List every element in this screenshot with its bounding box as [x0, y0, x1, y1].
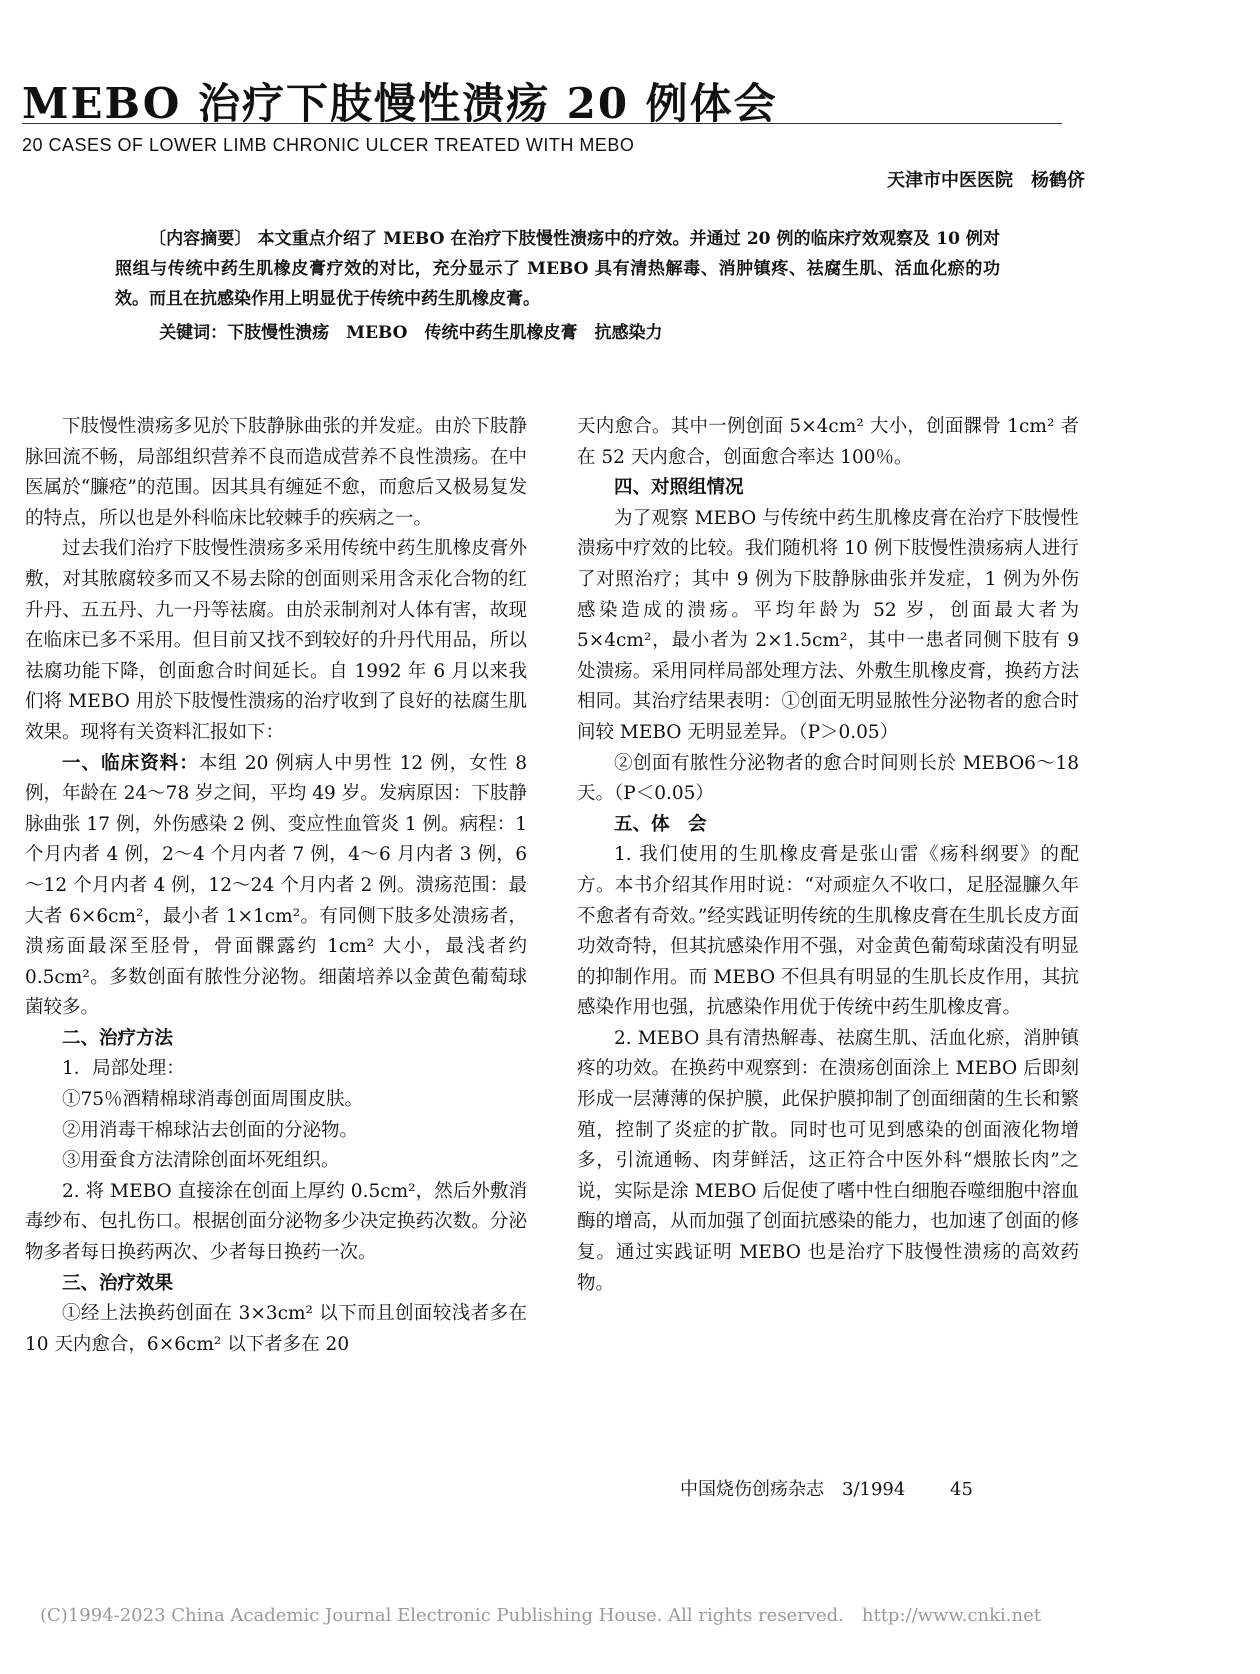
- body-paragraph: 过去我们治疗下肢慢性溃疡多采用传统中药生肌橡皮膏外敷，对其脓腐较多而又不易去除的创面则采用含汞化合物的红升丹、五五丹、九一丹等祛腐。由於汞制剂对人体有害，故现在临床已多不采用。但目前又找不到较好的升丹代用品，所以祛腐功能下降，创面愈合时间延长。自 1992 年 6 月以来我们将 MEBO 用於下肢慢性溃疡的治疗收到了良好的祛腐生肌效果。现将有关资料汇报如下：: [25, 538, 527, 743]
- abstract-paragraph: [115, 224, 1000, 314]
- method-subitem: ②用消毒干棉球沾去创面的分泌物。: [62, 1119, 359, 1141]
- copyright-notice: (C)1994-2023 China Academic Journal Electronic Publishing House. All rights reserved. http://www.cnki.net: [40, 1605, 1041, 1626]
- abstract-block: [115, 224, 1000, 348]
- page-number: 45: [950, 1479, 973, 1500]
- body-column-right: [577, 412, 1079, 1299]
- section-heading: 二、治疗方法: [62, 1027, 174, 1049]
- section-heading: 五、体 会: [614, 813, 707, 835]
- body-paragraph: 为了观察 MEBO 与传统中药生肌橡皮膏在治疗下肢慢性溃疡中疗效的比较。我们随机将 10 例下肢慢性溃疡病人进行了对照治疗；其中 9 例为下肢静脉曲张并发症，1 例为外伤感染造成的溃疡。平均年龄为 52 岁，创面最大者为 5×4cm²，最小者为 2×1.5cm²，其中一患者同侧下肢有 9 处溃疡。采用同样局部处理方法、外敷生肌橡皮膏，换药方法相同。其治疗结果表明：①创面无明显脓性分泌物者的愈合时间较 MEBO 无明显差异。（P＞0.05）: [577, 507, 1079, 743]
- body-paragraph: 下肢慢性溃疡多见於下肢静脉曲张的并发症。由於下肢静脉回流不畅，局部组织营养不良而造成营养不良性溃疡。在中医属於“臁疮”的范围。因其具有缠延不愈，而愈后又极易复发的特点，所以也是外科临床比较棘手的疾病之一。: [25, 416, 527, 529]
- page-footer: [680, 1476, 1080, 1504]
- results-paragraph: ①经上法换药创面在 3×3cm² 以下而且创面较浅者多在 10 天内愈合，6×6cm² 以下者多在 20: [25, 1303, 527, 1355]
- keywords-label: 关键词：: [159, 323, 228, 343]
- keywords-line: [115, 318, 1000, 348]
- abstract-text: 本文重点介绍了 MEBO 在治疗下肢慢性溃疡中的疗效。并通过 20 例的临床疗效观察及 10 例对照组与传统中药生肌橡皮膏疗效的对比，充分显示了 MEBO 具有清热解毒、消肿镇疼、祛腐生肌、活血化瘀的功效。而且在抗感染作用上明显优于传统中药生肌橡皮膏。: [115, 229, 1001, 309]
- section-text: 本组 20 例病人中男性 12 例，女性 8 例，年龄在 24～78 岁之间，平均 49 岁。发病原因：下肢静脉曲张 17 例，外伤感染 2 例、变应性血管炎 1 例。病程：1 个月内者 4 例，2～4 个月内者 7 例，4～6 月内者 3 例，6～12 个月内者 4 例，12～24 个月内者 2 例。溃疡范围：最大者 6×6cm²，最小者 1×1cm²。有同侧下肢多处溃疡者，溃疡面最深至胫骨，骨面髁露约 1cm² 大小，最浅者约 0.5cm²。多数创面有脓性分泌物。细菌培养以金黄色葡萄球菌较多。: [25, 752, 527, 1019]
- results-paragraph-cont: 天内愈合。其中一例创面 5×4cm² 大小，创面髁骨 1cm² 者在 52 天内愈合，创面愈合率达 100％。: [577, 416, 1079, 468]
- method-item: 2. 将 MEBO 直接涂在创面上厚约 0.5cm²，然后外敷消毒纱布、包扎伤口。根据创面分泌物多少决定换药次数。分泌物多者每日换药两次、少者每日换药一次。: [25, 1180, 527, 1264]
- title-rule: [22, 123, 1062, 124]
- author-affiliation: 天津市中医医院 杨鹤侪: [887, 170, 1085, 191]
- english-title: 20 CASES OF LOWER LIMB CHRONIC ULCER TREATED WITH MEBO: [22, 135, 635, 155]
- body-column-left: [25, 412, 527, 1360]
- method-subitem: ①75％酒精棉球消毒创面周围皮肤。: [62, 1089, 364, 1111]
- body-paragraph: ②创面有脓性分泌物者的愈合时间则长於 MEBO6～18 天。（P＜0.05）: [577, 752, 1079, 805]
- section-heading: 一、临床资料：: [62, 752, 199, 774]
- article-title: MEBO 治疗下肢慢性溃疡 20 例体会: [22, 79, 778, 129]
- section-heading: 四、对照组情况: [614, 477, 744, 499]
- method-item: 1．局部处理：: [62, 1058, 185, 1080]
- keywords-text: 下肢慢性溃疡 MEBO 传统中药生肌橡皮膏 抗感染力: [227, 323, 663, 343]
- abstract-label: 〔内容摘要〕: [149, 229, 252, 249]
- method-subitem: ③用蚕食方法清除创面坏死组织。: [62, 1150, 340, 1172]
- body-paragraph: 2. MEBO 具有清热解毒、祛腐生肌、活血化瘀，消肿镇疼的功效。在换药中观察到：在溃疡创面涂上 MEBO 后即刻形成一层薄薄的保护膜，此保护膜抑制了创面细菌的生长和繁殖，控制了炎症的扩散。同时也可见到感染的创面液化物增多，引流通畅、肉芽鲜活，这正符合中医外科“煨脓长肉”之说，实际是涂 MEBO 后促使了嗜中性白细胞吞噬细胞中溶血酶的增高，从而加强了创面抗感染的能力，也加速了创面的修复。通过实践证明 MEBO 也是治疗下肢慢性溃疡的高效药物。: [577, 1027, 1079, 1294]
- body-paragraph: 1. 我们使用的生肌橡皮膏是张山雷《疡科纲要》的配方。本书介绍其作用时说：“对顽症久不收口，足胫湿臁久年不愈者有奇效。”经实践证明传统的生肌橡皮膏在生肌长皮方面功效奇特，但其抗感染作用不强，对金黄色葡萄球菌没有明显的抑制作用。而 MEBO 不但具有明显的生肌长皮作用，其抗感染作用也强，抗感染作用优于传统中药生肌橡皮膏。: [577, 844, 1079, 1019]
- section-heading: 三、治疗效果: [62, 1272, 174, 1294]
- section-clinical-data: [25, 749, 527, 1024]
- journal-citation: 中国烧伤创疡杂志 3/1994: [680, 1479, 906, 1500]
